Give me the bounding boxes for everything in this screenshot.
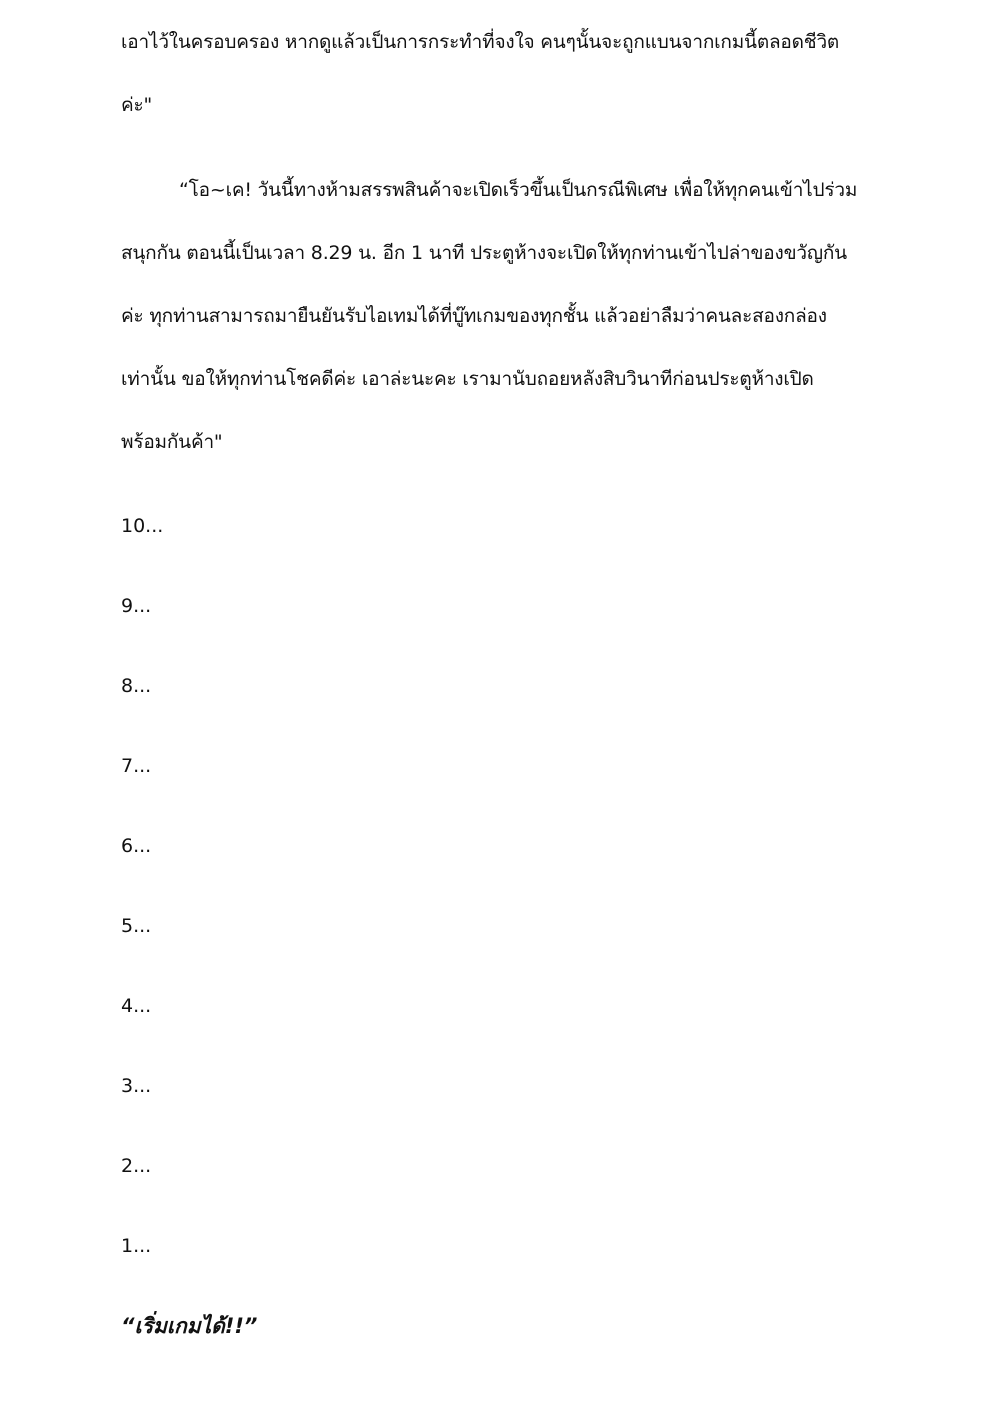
paragraph-2-line-2: สนุกกัน ตอนนี้เป็นเวลา 8.29 น. อีก 1 นาที ประตูห้างจะเปิดให้ทุกท่านเข้าไปล่าของขวัญกัน xyxy=(121,242,847,264)
countdown-8: 8... xyxy=(121,675,152,697)
countdown-6: 6... xyxy=(121,835,152,857)
paragraph-2-line-3: ค่ะ ทุกท่านสามารถมายืนยันรับไอเทมได้ที่บู๊ทเกมของทุกชั้น แล้วอย่าลืมว่าคนละสองกล่อง xyxy=(121,305,827,327)
paragraph-1-line-2: ค่ะ" xyxy=(121,94,153,116)
countdown-9: 9... xyxy=(121,595,152,617)
paragraph-2-line-5: พร้อมกันค้า" xyxy=(121,431,223,453)
countdown-2: 2... xyxy=(121,1155,152,1177)
countdown-1: 1... xyxy=(121,1235,152,1257)
paragraph-2-line-4: เท่านั้น ขอให้ทุกท่านโชคดีค่ะ เอาล่ะนะคะ เรามานับถอยหลังสิบวินาทีก่อนประตูห้างเปิด xyxy=(121,368,814,390)
countdown-5: 5... xyxy=(121,915,152,937)
countdown-10: 10... xyxy=(121,515,164,537)
final-shout-line: “เริ่มเกมได้!!” xyxy=(121,1314,258,1338)
countdown-3: 3... xyxy=(121,1075,152,1097)
countdown-7: 7... xyxy=(121,755,152,777)
paragraph-2-line-1: “โอ~เค! วันนี้ทางห้ามสรรพสินค้าจะเปิดเร็วขึ้นเป็นกรณีพิเศษ เพื่อให้ทุกคนเข้าไปร่วม xyxy=(179,179,858,201)
paragraph-1-line-1: เอาไว้ในครอบครอง หากดูแล้วเป็นการกระทำที่จงใจ คนๆนั้นจะถูกแบนจากเกมนี้ตลอดชีวิต xyxy=(121,31,840,53)
countdown-4: 4... xyxy=(121,995,152,1017)
